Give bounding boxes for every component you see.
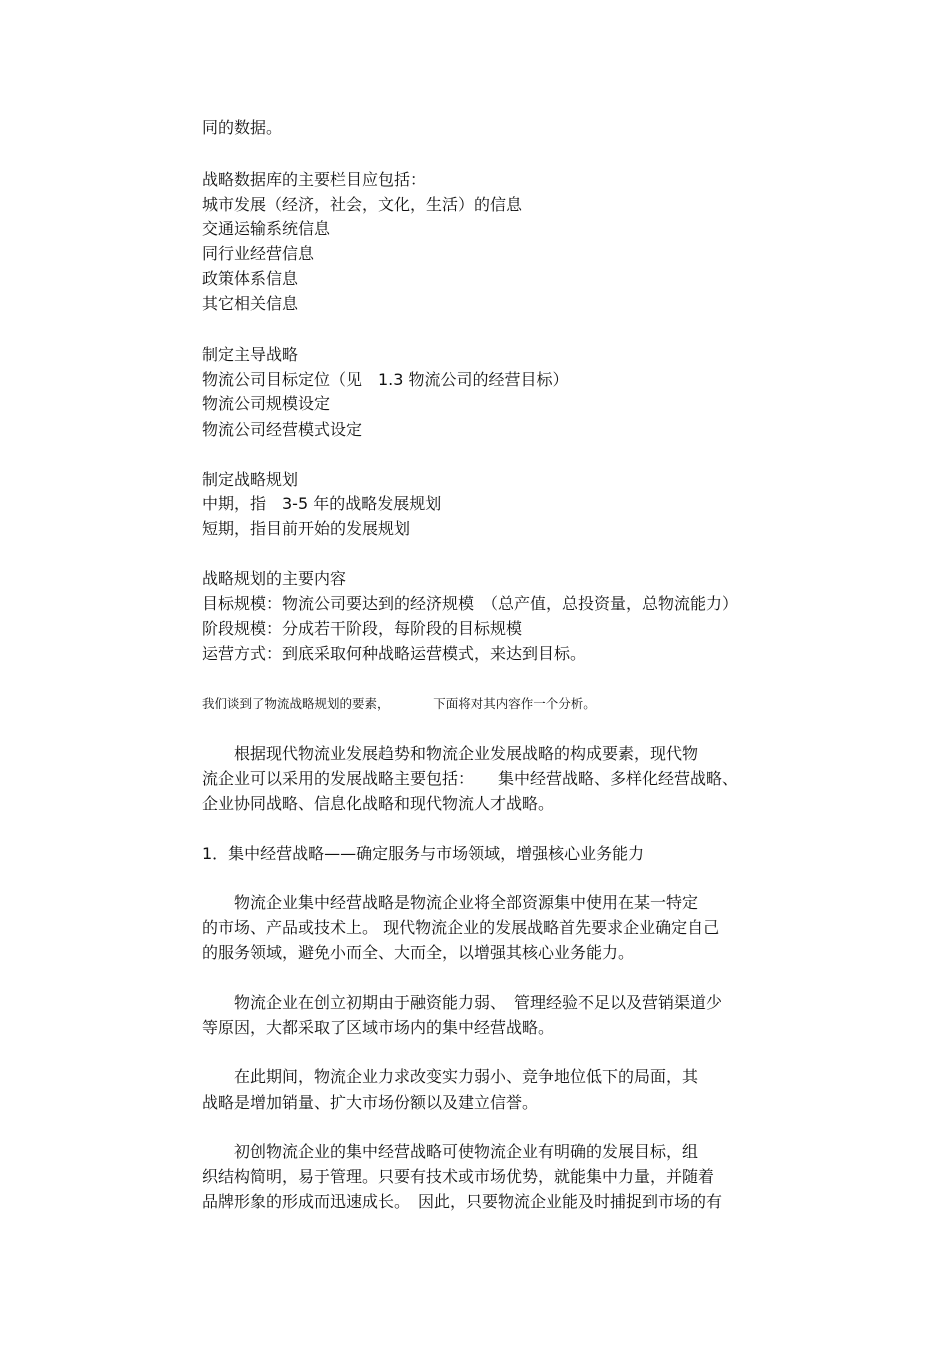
list-item: 物流公司规模设定 — [202, 394, 331, 413]
section-heading: 1．集中经营战略——确定服务与市场领域，增强核心业务能力 — [202, 844, 645, 863]
paragraph-line: 在此期间，物流企业力求改变实力弱小、竞争地位低下的局面，其 — [202, 1067, 699, 1086]
paragraph-line: 织结构简明，易于管理。只要有技术或市场优势，就能集中力量，并随着 — [202, 1167, 715, 1186]
paragraph-line: 战略是增加销量、扩大市场份额以及建立信誉。 — [202, 1093, 539, 1112]
list-item: 城市发展（经济，社会，文化，生活）的信息 — [202, 195, 523, 214]
paragraph-line: 企业协同战略、信息化战略和现代物流人才战略。 — [202, 794, 555, 813]
paragraph-line: 初创物流企业的集中经营战略可使物流企业有明确的发展目标，组 — [202, 1142, 699, 1161]
paragraph-line: 流企业可以采用的发展战略主要包括： 集中经营战略、多样化经营战略、 — [202, 769, 739, 788]
paragraph-line: 物流企业集中经营战略是物流企业将全部资源集中使用在某一特定 — [202, 893, 699, 912]
section-heading: 战略数据库的主要栏目应包括： — [202, 170, 427, 189]
list-item: 中期，指 3-5 年的战略发展规划 — [202, 494, 442, 513]
paragraph-line: 根据现代物流业发展趋势和物流企业发展战略的构成要素，现代物 — [202, 744, 699, 763]
section-heading: 战略规划的主要内容 — [202, 569, 347, 588]
section-heading: 制定战略规划 — [202, 470, 299, 489]
paragraph-line: 物流企业在创立初期由于融资能力弱、 管理经验不足以及营销渠道少 — [202, 993, 723, 1012]
list-item: 交通运输系统信息 — [202, 219, 331, 238]
paragraph-line: 的市场、产品或技术上。 现代物流企业的发展战略首先要求企业确定自己 — [202, 918, 720, 937]
list-item: 目标规模：物流公司要达到的经济规模 （总产值，总投资量，总物流能力） — [202, 594, 739, 613]
paragraph-line: 等原因，大都采取了区域市场内的集中经营战略。 — [202, 1018, 555, 1037]
list-item: 运营方式：到底采取何种战略运营模式，来达到目标。 — [202, 644, 587, 663]
list-item: 政策体系信息 — [202, 269, 299, 288]
list-item: 其它相关信息 — [202, 294, 299, 313]
section-heading: 制定主导战略 — [202, 345, 299, 364]
list-item: 短期，指目前开始的发展规划 — [202, 519, 411, 538]
paragraph-line: 的服务领域，避免小而全、大而全，以增强其核心业务能力。 — [202, 943, 635, 962]
transition-note: 我们谈到了物流战略规划的要素， 下面将对其内容作一个分析。 — [202, 696, 596, 711]
list-item: 物流公司目标定位（见 1.3 物流公司的经营目标） — [202, 370, 569, 389]
list-item: 同行业经营信息 — [202, 244, 315, 263]
text-line: 同的数据。 — [202, 118, 283, 137]
paragraph-line: 品牌形象的形成而迅速成长。 因此，只要物流企业能及时捕捉到市场的有 — [202, 1192, 723, 1211]
list-item: 物流公司经营模式设定 — [202, 420, 363, 439]
list-item: 阶段规模：分成若干阶段，每阶段的目标规模 — [202, 619, 523, 638]
